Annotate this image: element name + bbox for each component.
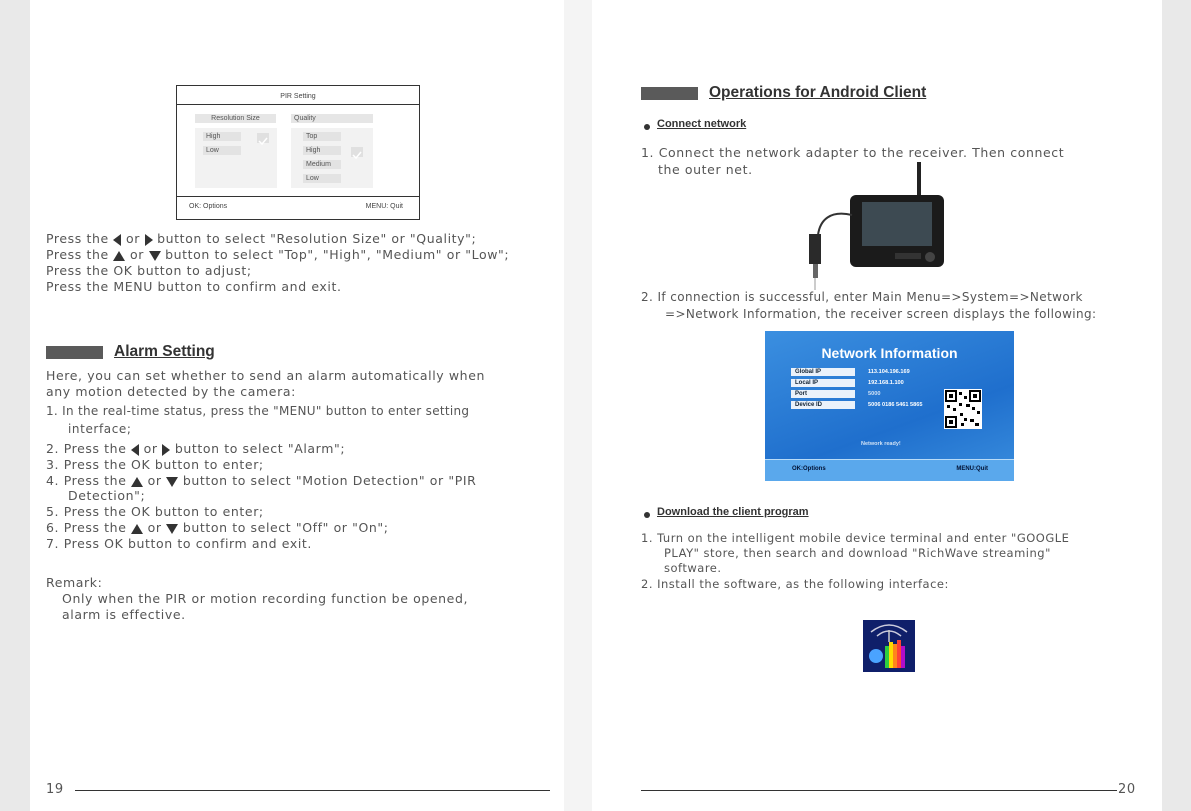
network-footer-quit: MENU:Quit <box>956 466 988 472</box>
network-footer-options: OK:Options <box>792 466 826 472</box>
port-label: Port <box>791 390 855 398</box>
local-ip-value: 192.168.1.100 <box>868 380 904 386</box>
connect-step-2-cont: =>Network Information, the receiver screen displays the following: <box>665 307 1097 321</box>
bullet-icon <box>644 512 650 518</box>
network-screen-footer <box>765 459 1014 481</box>
page-number-left: 19 <box>46 782 64 797</box>
left-arrow-icon <box>131 444 139 456</box>
quality-option-medium[interactable]: Medium <box>303 160 341 169</box>
alarm-step-7: 7. Press OK button to confirm and exit. <box>46 536 312 551</box>
global-ip-label: Global IP <box>791 368 855 376</box>
download-step-1: 1. Turn on the intelligent mobile device terminal and enter "GOOGLE <box>641 531 1070 545</box>
qr-code-icon <box>944 389 982 429</box>
section-bar <box>46 346 103 359</box>
section-bar <box>641 87 698 100</box>
download-client-title: Download the client program <box>657 506 809 518</box>
quality-option-top[interactable]: Top <box>303 132 341 141</box>
footer-rule-right <box>641 790 1117 791</box>
local-ip-label: Local IP <box>791 379 855 387</box>
alarm-step-1-cont: interface; <box>68 422 132 436</box>
connect-network-title: Connect network <box>657 118 747 130</box>
bullet-icon <box>644 124 650 130</box>
alarm-intro-line2: any motion detected by the camera: <box>46 384 296 399</box>
down-arrow-icon <box>166 477 178 487</box>
up-arrow-icon <box>113 251 125 261</box>
quality-label: Quality <box>291 114 373 123</box>
port-value: 5000 <box>868 391 881 397</box>
connect-step-1: 1. Connect the network adapter to the receiver. Then connect <box>641 145 1065 160</box>
richwave-app-icon[interactable] <box>863 620 915 672</box>
download-step-2: 2. Install the software, as the following interface: <box>641 577 949 591</box>
alarm-step-3: 3. Press the OK button to enter; <box>46 457 264 472</box>
operations-android-title: Operations for Android Client <box>709 84 927 101</box>
device-id-value: 5006 0186 5461 5865 <box>868 402 923 408</box>
alarm-step-2: 2. Press the or button to select "Alarm"; <box>46 441 346 456</box>
quality-option-low[interactable]: Low <box>303 174 341 183</box>
pir-instruction-1: Press the or button to select "Resolution Size" or "Quality"; <box>46 231 477 246</box>
right-arrow-icon <box>162 444 170 456</box>
alarm-setting-title: Alarm Setting <box>114 343 215 360</box>
remark-line1: Only when the PIR or motion recording function be opened, <box>62 591 469 606</box>
network-info-title: Network Information <box>821 345 958 361</box>
alarm-intro-line1: Here, you can set whether to send an alarm automatically when <box>46 368 486 383</box>
pir-footer-options: OK: Options <box>189 203 228 210</box>
page-gutter <box>564 0 592 811</box>
pir-instruction-4: Press the MENU button to confirm and exit. <box>46 279 342 294</box>
pir-title: PIR Setting <box>280 93 316 100</box>
left-arrow-icon <box>113 234 121 246</box>
network-information-screen <box>765 331 1014 481</box>
remark-label: Remark: <box>46 575 103 590</box>
up-arrow-icon <box>131 524 143 534</box>
right-arrow-icon <box>145 234 153 246</box>
alarm-step-1: 1. In the real-time status, press the "MENU" button to enter setting <box>46 404 470 418</box>
resolution-option-high[interactable]: High <box>203 132 241 141</box>
resolution-option-low[interactable]: Low <box>203 146 241 155</box>
pir-footer-quit: MENU: Quit <box>365 203 403 210</box>
footer-rule-left <box>75 790 550 791</box>
pir-setting-screen <box>176 85 420 220</box>
connect-step-1-cont: the outer net. <box>658 162 753 177</box>
network-status: Network ready! <box>861 441 901 447</box>
quality-check-icon <box>351 147 363 157</box>
up-arrow-icon <box>131 477 143 487</box>
device-id-label: Device ID <box>791 401 855 409</box>
receiver-device-image <box>800 160 950 290</box>
page-number-right: 20 <box>1118 782 1136 797</box>
quality-option-high[interactable]: High <box>303 146 341 155</box>
download-step-1-cont: PLAY" store, then search and download "RichWave streaming" <box>664 546 1051 560</box>
alarm-step-4: 4. Press the or button to select "Motion Detection" or "PIR <box>46 473 477 488</box>
connect-step-2: 2. If connection is successful, enter Main Menu=>System=>Network <box>641 290 1083 304</box>
alarm-step-5: 5. Press the OK button to enter; <box>46 504 264 519</box>
resolution-check-icon <box>257 133 269 143</box>
resolution-size-label: Resolution Size <box>195 114 276 123</box>
alarm-step-6: 6. Press the or button to select "Off" or "On"; <box>46 520 389 535</box>
global-ip-value: 113.104.196.169 <box>868 369 910 375</box>
down-arrow-icon <box>149 251 161 261</box>
alarm-step-4-cont: Detection"; <box>68 488 146 503</box>
remark-line2: alarm is effective. <box>62 607 186 622</box>
pir-instruction-3: Press the OK button to adjust; <box>46 263 252 278</box>
download-step-1-cont2: software. <box>664 561 722 575</box>
pir-instruction-2: Press the or button to select "Top", "High", "Medium" or "Low"; <box>46 247 510 262</box>
down-arrow-icon <box>166 524 178 534</box>
